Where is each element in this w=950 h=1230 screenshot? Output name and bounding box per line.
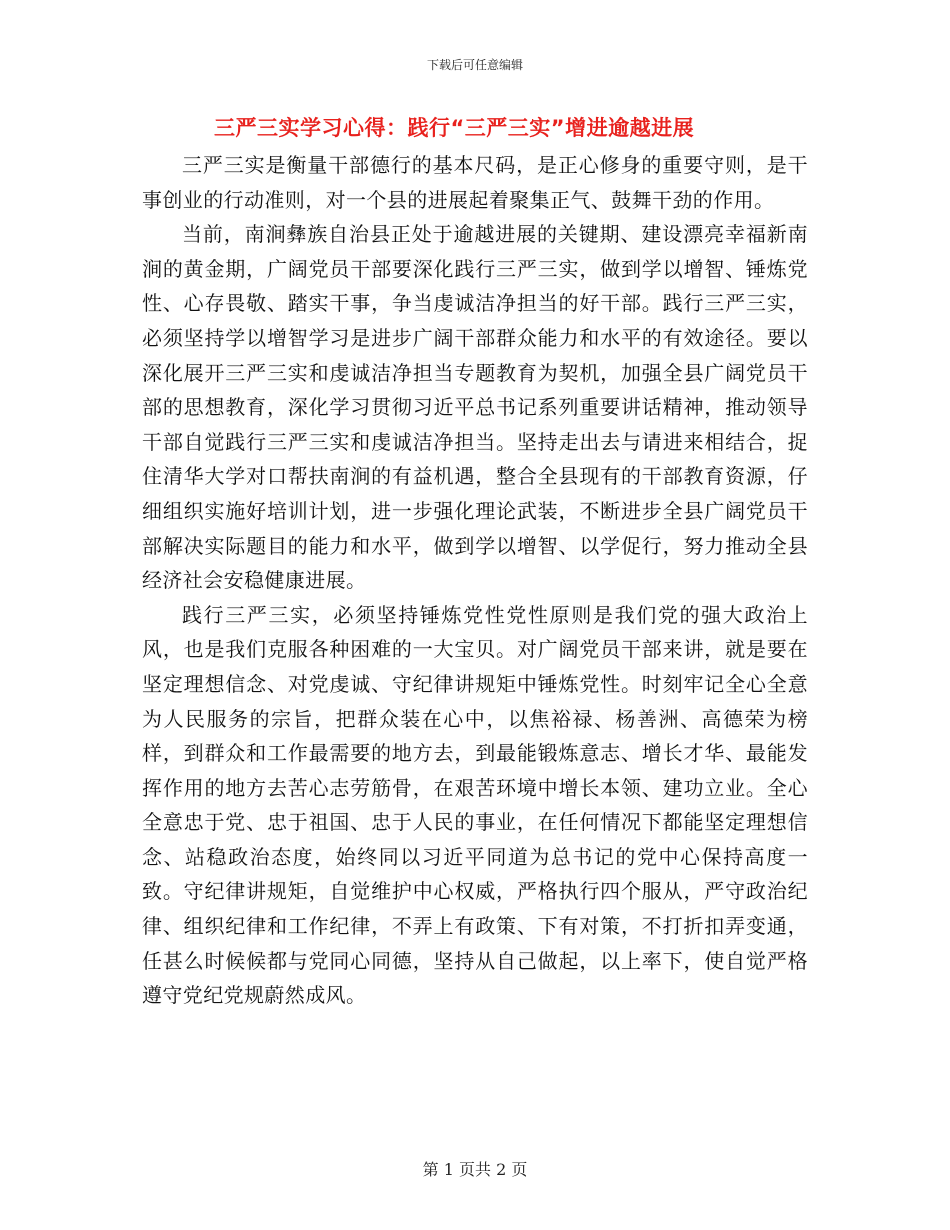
paragraph: 当前，南涧彝族自治县正处于逾越进展的关键期、建设漂亮幸福新南涧的黄金期，广阔党员干部要深化践行三严三实，做到学以增智、锤炼党性、心存畏敬、踏实干事，争当虔诚洁净担当的好干部。践行三严三实，必须坚持学以增智学习是进步广阔干部群众能力和水平的有效途径。要以深化展开三严三实和虔诚洁净担当专题教育为契机，加强全县广阔党员干部的思想教育，深化学习贯彻习近平总书记系列重要讲话精神，推动领导干部自觉践行三严三实和虔诚洁净担当。坚持走出去与请进来相结合，捉住清华大学对口帮扶南涧的有益机遇，整合全县现有的干部教育资源，仔细组织实施好培训计划，进一步强化理论武装，不断进步全县广阔党员干部解决实际题目的能力和水平，做到学以增智、以学促行，努力推动全县经济社会安稳健康进展。 [142,222,808,593]
document-body [142,148,808,1013]
paragraph: 践行三严三实，必须坚持锤炼党性党性原则是我们党的强大政治上风，也是我们克服各种困难的一大宝贝。对广阔党员干部来讲，就是要在坚定理想信念、对党虔诚、守纪律讲规矩中锤炼党性。时刻牢记全心全意为人民服务的宗旨，把群众装在心中，以焦裕禄、杨善洲、高德荣为榜样，到群众和工作最需要的地方去，到最能锻炼意志、增长才华、最能发挥作用的地方去苦心志劳筋骨，在艰苦环境中增长本领、建功立业。全心全意忠于党、忠于祖国、忠于人民的事业，在任何情况下都能坚定理想信念、站稳政治态度，始终同以习近平同道为总书记的党中心保持高度一致。守纪律讲规矩，自觉维护中心权威，严格执行四个服从，严守政治纪律、组织纪律和工作纪律，不弄上有政策、下有对策，不打折扣弄变通，任甚么时候候都与党同心同德，坚持从自己做起，以上率下，使自觉严格遵守党纪党规蔚然成风。 [142,602,808,1008]
document-title: 三严三实学习心得：践行“三严三实”增进逾越进展 [214,116,695,140]
page-number: 第 1 页共 2 页 [422,1160,528,1179]
header-note: 下载后可任意编辑 [426,58,523,72]
paragraph: 三严三实是衡量干部德行的基本尺码，是正心修身的重要守则，是干事创业的行动准则，对一个县的进展起着聚集正气、鼓舞干劲的作用。 [142,153,808,212]
